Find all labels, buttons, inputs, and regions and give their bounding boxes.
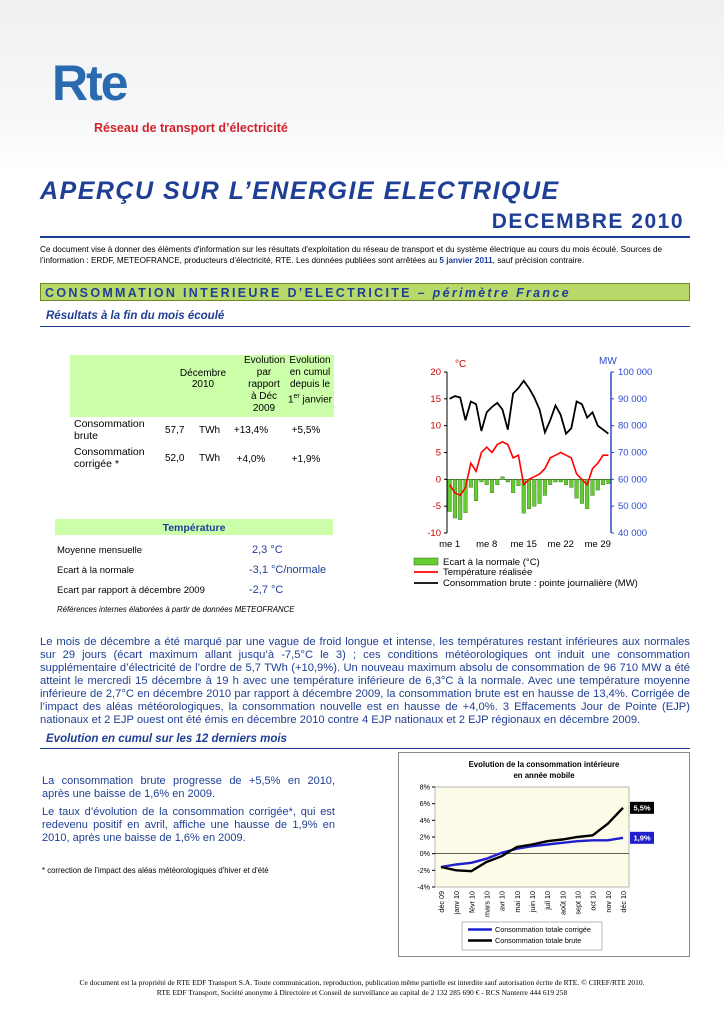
chart1-right-unit: MW	[599, 356, 617, 367]
chart1-bar	[580, 479, 584, 503]
chart2-x-tick-label: févr 10	[467, 891, 477, 913]
chart1-left-tick-label: -5	[432, 501, 441, 513]
chart1-bar	[474, 479, 478, 500]
chart2-x-tick-label: mai 10	[512, 891, 522, 913]
chart1-bar	[596, 479, 600, 490]
chart1-x-tick-label: me 29	[584, 539, 611, 550]
footer-line1: Ce document est la propriété de RTE EDF Transport S.A. Toute communication, reproduction, publication même partielle est interdite sauf autorisation écrite de RTE. © CIREF/RTE 2010.	[79, 978, 645, 987]
intro-date: 5 janvier 2011	[439, 256, 493, 265]
chart1-right-tick-label: 90 000	[618, 393, 648, 405]
cumul-footnote: * correction de l’impact des aléas météorologiques d'hiver et d'été	[42, 866, 269, 875]
col-cumul-sup: er	[293, 393, 300, 400]
footer-line2: RTE EDF Transport, Société anonyme à Directoire et Conseil de surveillance au capital de 2 132 285 690 € - RCS Nanterre 444 619 258	[156, 988, 568, 997]
col-cumul-b: janvier	[302, 394, 333, 406]
page-title: APERÇU SUR L’ENERGIE ELECTRIQUE	[40, 177, 560, 205]
row-brute-unit: TWh	[199, 425, 221, 436]
cumul-text-1: La consommation brute progresse de +5,5% en 2010, après une baisse de 1,6% en 2009.	[42, 775, 335, 800]
chart1-bar	[469, 479, 473, 487]
chart2-x-tick-label: nov 10	[603, 891, 613, 913]
intro-part2: , sauf précision contraire.	[492, 256, 585, 265]
chart1-right-tick-label: 80 000	[618, 420, 648, 432]
logo-tagline: Réseau de transport d’électricité	[94, 121, 288, 135]
chart1-left-tick-label: 10	[430, 420, 441, 432]
chart2-x-tick-label: déc 10	[619, 891, 628, 913]
chart1-right-tick-label: 60 000	[618, 474, 648, 486]
chart1-consumption-line	[450, 381, 609, 434]
rte-logo: Rte	[52, 55, 127, 111]
section-scope: – périmètre France	[417, 286, 571, 300]
rolling-year-chart	[398, 752, 690, 957]
chart1-bar	[548, 479, 552, 484]
row-brute-value: 57,7	[165, 425, 185, 436]
chart1-legend-label: Température réalisée	[443, 567, 533, 578]
chart2-x-tick-label: janv 10	[452, 891, 462, 915]
chart2-x-tick-label: avr 10	[497, 891, 507, 911]
page-subtitle: DECEMBRE 2010	[491, 210, 684, 233]
chart1-bar	[607, 479, 611, 483]
temp-row-normal-label: Ecart à la normale	[57, 565, 135, 576]
chart2-end-label: 5,5%	[633, 803, 651, 813]
chart1-bar	[543, 479, 547, 495]
chart1-bar	[517, 479, 521, 485]
chart1-bar	[485, 479, 489, 484]
chart1-bar	[601, 479, 605, 484]
chart2-x-tick-label: oct 10	[588, 891, 598, 911]
chart1-bar	[527, 479, 531, 509]
chart1-bar	[490, 479, 494, 492]
chart1-x-tick-label: me 15	[510, 539, 537, 550]
chart2-x-tick-label: juil 10	[543, 891, 553, 910]
cumul-divider	[40, 748, 690, 749]
chart1-bar	[538, 479, 542, 503]
chart1-bar	[458, 479, 462, 519]
chart1-bar	[554, 479, 558, 482]
cumul-text-2: Le taux d’évolution de la consommation corrigée*, qui est redevenu positif en avril, affiche une hausse de 1,9% en 2010, après une baisse de 1,6% en 2009.	[42, 806, 335, 844]
col-month: Décembre 2010	[179, 368, 227, 390]
temp-row-dec2009-value: -2,7 °C	[249, 584, 284, 596]
chart1-x-tick-label: me 22	[547, 539, 574, 550]
chart1-bar	[495, 479, 499, 484]
chart1-bar	[453, 479, 457, 518]
row-corrigee-label: Consommation corrigée *	[74, 446, 145, 470]
chart2-x-tick-label: déc 09	[437, 891, 446, 913]
col-cumul-a: Evolution en cumul depuis le 1	[287, 355, 331, 406]
chart1-bar	[506, 479, 510, 482]
chart2-x-tick-label: juin 10	[528, 891, 537, 913]
chart2-y-tick-label: -4%	[417, 882, 430, 892]
col-cumul	[286, 355, 334, 406]
chart1-left-tick-label: 20	[430, 367, 441, 378]
chart1-x-tick-label: me 1	[439, 539, 461, 550]
chart2-title-line2: en année mobile	[513, 771, 575, 780]
row-corrigee-evol: +4,0%	[236, 454, 266, 465]
chart2-title-line1: Evolution de la consommation intérieure	[468, 760, 620, 769]
chart2-x-tick-label: août 10	[558, 891, 568, 915]
section-title: CONSOMMATION INTERIEURE D’ELECTRICITE	[45, 286, 412, 300]
chart1-bar	[501, 477, 505, 480]
chart1-left-tick-label: -10	[427, 528, 441, 539]
chart1-legend-label: Ecart à la normale (°C)	[443, 557, 540, 568]
chart2-plot-area	[435, 787, 629, 887]
monthly-summary-paragraph: Le mois de décembre a été marqué par une vague de froid longue et intense, les températures restant inférieures aux normales sur 29 jours (écart maximum allant jusqu’à -7,5°C le 3) ; ces conditions météorologiques ont induit une consommation supplémentaire d’électricité de l’ordre de 5,7 TWh (+10,9%). Un nouveau maximum absolu de consommation de 96 710 MW a été atteint le mercredi 15 décembre à 19 h avec une température inférieure de 6,3°C à la normale. Avec une température moyenne inférieure de 2,7°C en décembre 2010 par rapport à décembre 2009, la consommation brute est en hausse de 13,4%. Corrigée de l’impact des aléas météorologiques, la consommation nouvelle est en hausse de +4,0%. 3 Effacements Jour de Pointe (EJP) nationaux et 2 EJP ouest ont été émis en décembre 2010 contre 4 EJP nationaux et 2 EJP régionaux en décembre 2009.	[40, 636, 690, 726]
row-brute-label: Consommation brute	[74, 418, 145, 442]
col-evolution: Evolution par rapport à Déc 2009	[244, 355, 286, 414]
chart1-bar	[559, 479, 563, 482]
chart2-y-tick-label: 6%	[419, 799, 430, 809]
chart1-bar	[511, 479, 515, 492]
chart1-legend-label: Consommation brute : pointe journalière (MW)	[443, 578, 638, 589]
chart1-left-tick-label: 15	[430, 393, 441, 405]
chart1-bar	[480, 479, 484, 482]
row-corrigee-unit: TWh	[199, 453, 221, 464]
chart1-right-tick-label: 50 000	[618, 501, 648, 513]
chart2-x-tick-label: sept 10	[573, 891, 583, 915]
temperature-note: Références internes élaborées à partir de données METEOFRANCE	[57, 605, 295, 614]
chart2-y-tick-label: -2%	[417, 865, 430, 875]
row-brute-evol: +13,4%	[233, 425, 269, 436]
chart1-bar	[532, 479, 536, 506]
chart1-bar	[570, 479, 574, 487]
row-corrigee-cumul: +1,9%	[291, 454, 321, 465]
temp-row-mean-label: Moyenne mensuelle	[57, 545, 143, 556]
chart2-y-tick-label: 8%	[419, 782, 430, 792]
chart1-x-tick-label: me 8	[476, 539, 498, 550]
chart2-end-label: 1,9%	[633, 833, 651, 843]
intro-part1: Ce document vise à donner des éléments d'information sur les résultats d'exploitation du réseau de transport et du système électrique au cours du mois écoulé. Sources de l’information : ERDF, METEOFRANCE, producteurs d’électricité, RTE. Les données publiées sont arrêtées au	[40, 245, 663, 265]
intro-text	[40, 244, 690, 266]
chart1-bar	[448, 479, 452, 511]
chart1-right-tick-label: 40 000	[618, 528, 648, 539]
row-corrigee-value: 52,0	[165, 453, 185, 464]
temp-row-normal-value: -3,1 °C/normale	[249, 564, 327, 576]
chart1-bar	[564, 479, 568, 484]
chart2-x-tick-label: mars 10	[482, 891, 492, 917]
results-heading: Résultats à la fin du mois écoulé	[46, 310, 225, 322]
chart1-right-tick-label: 100 000	[618, 367, 653, 378]
chart1-bar	[591, 479, 595, 495]
chart2-y-tick-label: 0%	[419, 849, 430, 859]
temperature-heading: Température	[162, 522, 226, 534]
chart1-left-tick-label: 5	[435, 447, 441, 459]
temp-row-dec2009-label: Ecart par rapport à décembre 2009	[57, 585, 205, 596]
section-header	[40, 283, 690, 301]
chart1-left-unit: °C	[455, 359, 467, 370]
chart1-left-tick-label: 0	[435, 474, 441, 486]
row-brute-cumul: +5,5%	[291, 425, 321, 436]
chart2-y-tick-label: 4%	[419, 815, 430, 825]
chart2-y-tick-label: 2%	[419, 832, 430, 842]
chart2-legend-label: Consommation totale corrigée	[495, 925, 591, 934]
results-divider	[40, 326, 690, 327]
chart1-right-tick-label: 70 000	[618, 447, 648, 459]
chart1-bar	[575, 479, 579, 498]
temp-row-mean-value: 2,3 °C	[252, 544, 283, 556]
monthly-chart	[405, 350, 695, 605]
chart1-legend-swatch-bar	[414, 558, 438, 565]
cumul-heading: Evolution en cumul sur les 12 derniers mois	[46, 733, 287, 745]
title-divider	[40, 236, 690, 238]
chart2-legend-label: Consommation totale brute	[495, 936, 582, 945]
footer	[0, 978, 724, 998]
